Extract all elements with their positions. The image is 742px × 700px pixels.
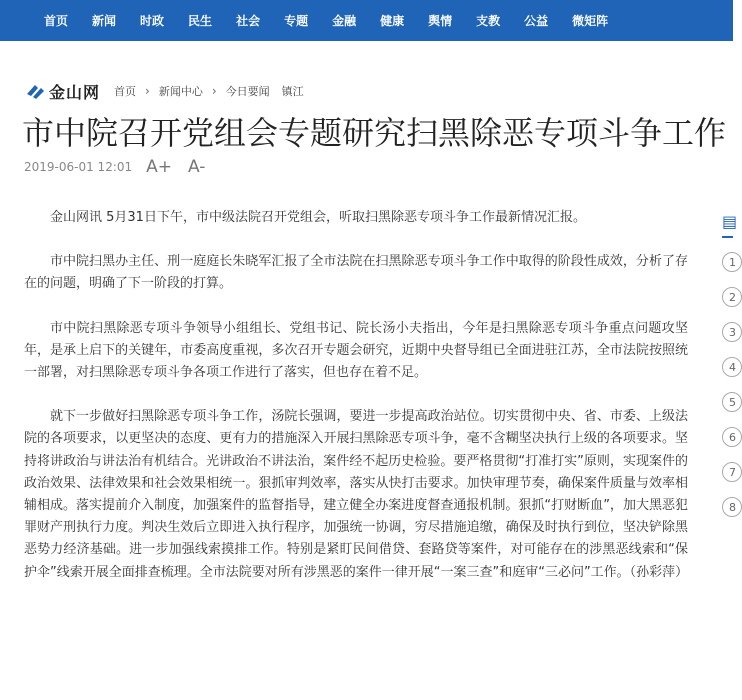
top-navigation-bar — [0, 0, 733, 41]
font-increase-button[interactable]: A+ — [146, 157, 173, 177]
rank-number[interactable]: 6 — [722, 427, 742, 447]
nav-health[interactable]: 健康 — [380, 14, 405, 28]
breadcrumb-location[interactable]: 镇江 — [281, 85, 304, 98]
ranking-sidebar — [722, 212, 738, 532]
nav-public-opinion[interactable]: 舆情 — [428, 14, 453, 28]
rank-number[interactable]: 3 — [722, 322, 742, 342]
rank-number[interactable]: 5 — [722, 392, 742, 412]
nav-charity[interactable]: 公益 — [524, 14, 549, 28]
breadcrumb-home[interactable]: 首页 — [114, 85, 137, 98]
font-decrease-button[interactable]: A- — [188, 157, 206, 177]
rank-number[interactable]: 1 — [722, 252, 742, 272]
breadcrumb-news-center[interactable]: 新闻中心 — [158, 85, 203, 98]
breadcrumb-today-news[interactable]: 今日要闻 — [225, 85, 270, 98]
sidebar-divider — [722, 236, 733, 238]
rank-number[interactable]: 2 — [722, 287, 742, 307]
nav-education-aid[interactable]: 支教 — [476, 14, 501, 28]
article-paragraph: 金山网讯 5月31日下午，市中级法院召开党组会，听取扫黑除恶专项斗争工作最新情况汇报。 — [50, 210, 586, 225]
ranking-header-icon: ▤ — [722, 212, 738, 231]
publish-date: 2019-06-01 12:01 — [24, 160, 133, 174]
brand-and-breadcrumb — [25, 81, 304, 101]
logo-text: 金山网 — [49, 82, 101, 102]
article-paragraph: 市中院扫黑除恶专项斗争领导小组组长、党组书记、院长汤小夫指出，今年是扫黑除恶专项斗争重点问题攻坚年，是承上启下的关键年，市委高度重视，多次召开专题会研究，近期中央督导组已全面进驻江苏，全市法院按照统一部署，对扫黑除恶专项斗争各项工作进行了落实，但也存在着不足。 — [24, 320, 688, 381]
chevron-right-icon: › — [145, 84, 150, 98]
article-paragraph: 市中院扫黑办主任、刑一庭庭长朱晓军汇报了全市法院在扫黑除恶专项斗争工作中取得的阶段性成效，分析了存在的问题，明确了下一阶段的打算。 — [24, 254, 688, 292]
rank-number[interactable]: 4 — [722, 357, 742, 377]
site-logo[interactable] — [25, 80, 100, 103]
nav-livelihood[interactable]: 民生 — [188, 14, 213, 28]
nav-society[interactable]: 社会 — [236, 14, 261, 28]
article-paragraph: 就下一步做好扫黑除恶专项斗争工作，汤院长强调，要进一步提高政治站位。切实贯彻中央、省、市委、上级法院的各项要求，以更坚决的态度、更有力的措施深入开展扫黑除恶专项斗争，毫不含糊坚决执行上级的各项要求。坚持将讲政治与讲法治有机结合。光讲政治不讲法治，案件经不起历史检验。要严格贯彻“打准打实”原则，实现案件的政治效果、法律效果和社会效果相统一。狠抓审判效率，落实从快打击要求。加快审理节奏，确保案件质量与效率相辅相成。落实提前介入制度，加强案件的监督指导，建立健全办案进度督查通报机制。狠抓“打财断血”，加大黑恶犯罪财产刑执行力度。判决生效后立即进入执行程序，加强统一协调，穷尽措施追缴，确保及时执行到位，坚决铲除黑恶势力经济基础。进一步加强线索摸排工作。特别是紧盯民间借贷、套路贷等案件，对可能存在的涉黑恶线索和“保护伞”线索开展全面排查梳理。全市法院要对所有涉黑恶的案件一律开展“一案三查”和庭审“三必问”工作。（孙彩萍） — [24, 409, 689, 580]
nav-home[interactable]: 首页 — [44, 14, 69, 28]
nav-finance[interactable]: 金融 — [332, 14, 357, 28]
nav-topics[interactable]: 专题 — [284, 14, 309, 28]
article-meta — [24, 157, 221, 177]
rank-number[interactable]: 7 — [722, 462, 742, 482]
article-title: 市中院召开党组会专题研究扫黑除恶专项斗争工作 — [22, 114, 727, 152]
logo-mark-icon — [25, 82, 45, 100]
nav-politics[interactable]: 时政 — [140, 14, 165, 28]
chevron-right-icon: › — [211, 84, 217, 98]
rank-number[interactable]: 8 — [722, 497, 742, 517]
nav-micro-matrix[interactable]: 微矩阵 — [572, 14, 609, 28]
article-body — [24, 207, 688, 606]
nav-news[interactable]: 新闻 — [92, 14, 117, 28]
